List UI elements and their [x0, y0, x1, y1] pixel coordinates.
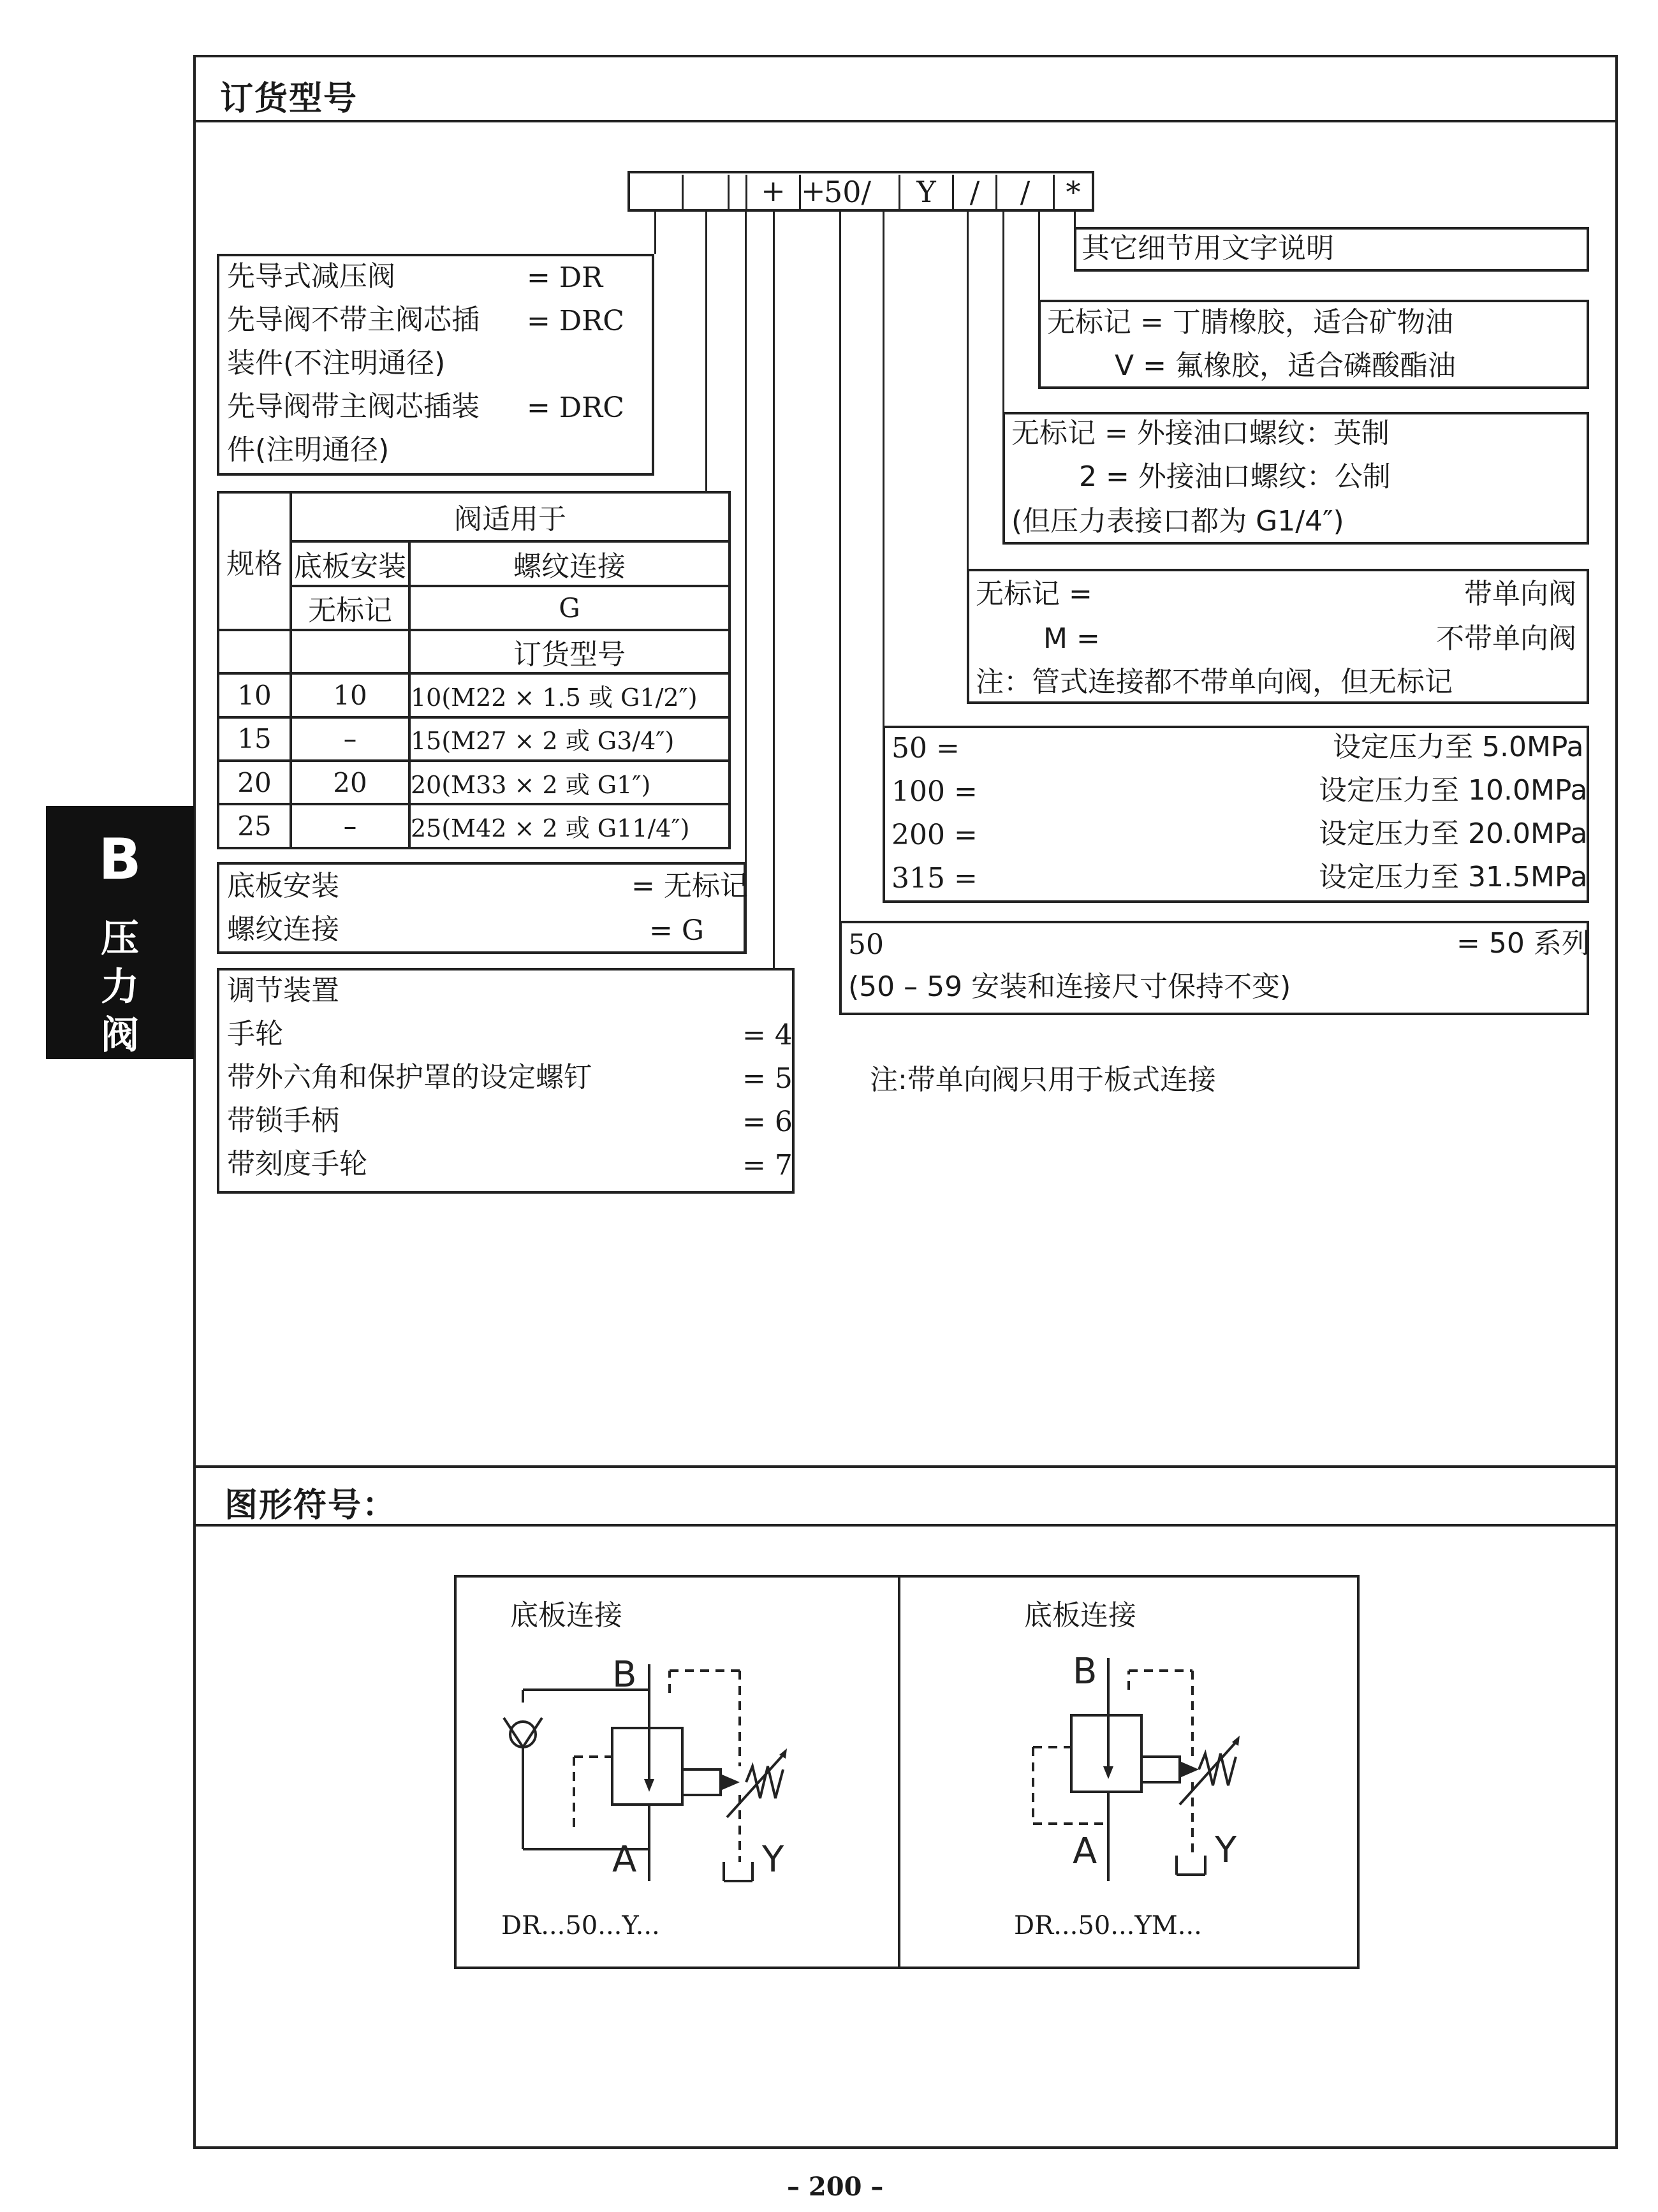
- thread-standard-line: 2 = 外接油口螺纹：公制: [1079, 460, 1391, 493]
- plate-cell: –: [291, 717, 409, 761]
- leader-line: [967, 210, 969, 576]
- pressure-label: 设定压力至 5.0MPa: [1333, 731, 1584, 763]
- port-a-label: A: [612, 1839, 637, 1880]
- code-cell: [730, 175, 747, 209]
- thread-header: 螺纹连接: [409, 541, 730, 587]
- adjustment-label: 手轮: [227, 1018, 283, 1050]
- adjustment-title: 调节装置: [227, 974, 339, 1007]
- symbol-pressure-reducing-with-check: [485, 1652, 842, 1907]
- section-title-order: 订货型号: [220, 80, 358, 118]
- pressure-code: 315 =: [891, 862, 978, 895]
- plate-cell: 20: [291, 761, 409, 804]
- adjustment-code: = 6: [742, 1106, 793, 1138]
- adjustment-label: 带外六角和保护罩的设定螺钉: [227, 1061, 592, 1094]
- leader-line: [654, 210, 656, 254]
- pressure-label: 设定压力至 31.5MPa: [1319, 861, 1588, 893]
- thread-cell: 15(M27 × 2 或 G3/4″): [409, 717, 730, 761]
- check-valve-note: 注：管式连接都不带单向阀，但无标记: [976, 666, 1453, 698]
- valve-type-label: 件(注明通径): [227, 434, 390, 466]
- leader-line: [839, 210, 841, 922]
- adjustment-label: 带刻度手轮: [227, 1148, 367, 1180]
- adjustment-code: = 4: [742, 1019, 793, 1051]
- thread-standard-line: 无标记 = 外接油口螺纹：英制: [1011, 417, 1390, 450]
- code-cell: Y: [900, 175, 954, 209]
- thread-cell: 20(M33 × 2 或 G1″): [409, 761, 730, 804]
- size-header: 规格: [218, 492, 291, 630]
- thread-cell: 10(M22 × 1.5 或 G1/2″): [409, 673, 730, 717]
- port-b-label: B: [1073, 1652, 1097, 1692]
- code-cell: +: [747, 175, 801, 209]
- leader-line: [1002, 210, 1004, 413]
- series-note: (50 – 59 安装和连接尺寸保持不变): [848, 970, 1291, 1003]
- symbol-code: DR...50...Y...: [501, 1911, 660, 1940]
- code-cell: /: [997, 175, 1055, 209]
- thread-standard-line: (但压力表接口都为 G1/4″): [1011, 505, 1344, 538]
- code-cell: *: [1066, 175, 1081, 209]
- mounting-code: = 无标记: [631, 870, 748, 902]
- valve-type-label: 先导阀带主阀芯插装: [227, 390, 480, 423]
- pressure-code: 100 =: [891, 775, 978, 808]
- valve-type-label: 装件(不注明通径): [227, 347, 446, 379]
- order-header: 订货型号: [409, 630, 730, 673]
- plate-cell: 10: [291, 673, 409, 717]
- plate-header: 底板安装: [291, 541, 409, 587]
- check-valve-code: 无标记 =: [976, 578, 1092, 610]
- pressure-code: 200 =: [891, 819, 978, 851]
- port-y-label: Y: [762, 1839, 784, 1880]
- code-cell: 50/: [824, 175, 900, 209]
- header-divider: [193, 120, 1618, 122]
- leader-line: [705, 210, 707, 494]
- valve-type-label: 先导阀不带主阀芯插: [227, 304, 480, 336]
- port-b-label: B: [612, 1654, 637, 1696]
- port-a-label: A: [1073, 1831, 1097, 1872]
- side-tab-char: 力: [101, 965, 139, 1009]
- symbol-title: 底板连接: [1024, 1599, 1136, 1632]
- section-title-symbol: 图形符号：: [224, 1486, 397, 1525]
- size-table: [217, 491, 731, 849]
- pressure-code: 50 =: [891, 732, 960, 765]
- leader-line: [745, 210, 747, 954]
- thread-sub: G: [409, 586, 730, 629]
- port-y-label: Y: [1215, 1829, 1237, 1871]
- size-cell: 10: [218, 673, 291, 717]
- pressure-label: 设定压力至 10.0MPa: [1319, 774, 1588, 807]
- symbol-pressure-reducing-no-check: [995, 1652, 1301, 1907]
- mounting-label: 螺纹连接: [227, 913, 339, 946]
- page-number: – 200 –: [787, 2172, 884, 2202]
- thread-cell: 25(M42 × 2 或 G11/4″): [409, 804, 730, 848]
- adjustment-code: = 5: [742, 1062, 793, 1095]
- plate-cell: –: [291, 804, 409, 848]
- symbol-title: 底板连接: [510, 1599, 622, 1632]
- mounting-label: 底板安装: [227, 870, 339, 902]
- applies-header: 阀适用于: [291, 492, 730, 541]
- symbol-header-divider: [193, 1524, 1618, 1527]
- adjustment-code: = 7: [742, 1149, 793, 1182]
- valve-type-code: = DRC: [527, 392, 624, 424]
- pressure-label: 设定压力至 20.0MPa: [1319, 817, 1588, 850]
- check-valve-label: 不带单向阀: [1436, 622, 1576, 655]
- symbol-panel-divider: [898, 1575, 900, 1969]
- code-cell: [630, 175, 684, 209]
- leader-line: [883, 210, 884, 728]
- leader-line: [773, 210, 775, 970]
- valve-type-label: 先导式减压阀: [227, 260, 395, 293]
- plate-sub: 无标记: [291, 586, 409, 629]
- adjustment-label: 带锁手柄: [227, 1104, 339, 1137]
- valve-type-code: = DR: [527, 261, 603, 294]
- other-details-text: 其它细节用文字说明: [1082, 232, 1334, 265]
- check-valve-label: 带单向阀: [1464, 578, 1576, 610]
- side-tab-char: 阀: [101, 1013, 139, 1058]
- size-cell: 15: [218, 717, 291, 761]
- size-cell: 20: [218, 761, 291, 804]
- seal-line: V = 氟橡胶，适合磷酸酯油: [1115, 349, 1456, 382]
- series-label: = 50 系列: [1456, 927, 1590, 960]
- side-tab-char: 压: [101, 916, 139, 961]
- symbol-top-divider: [193, 1465, 1618, 1468]
- side-tab-letter: B: [98, 826, 142, 892]
- check-valve-code: M =: [1043, 622, 1100, 655]
- leader-line: [1038, 210, 1040, 300]
- side-tab: [46, 806, 194, 1059]
- size-cell: 25: [218, 804, 291, 848]
- valve-type-code: = DRC: [527, 305, 624, 337]
- seal-line: 无标记 = 丁腈橡胶，适合矿物油: [1047, 306, 1453, 339]
- check-valve-usage-note: 注:带单向阀只用于板式连接: [870, 1064, 1216, 1096]
- code-cell: +: [801, 173, 826, 208]
- symbol-code: DR...50...YM...: [1014, 1911, 1202, 1940]
- code-cell: /: [954, 175, 997, 209]
- code-cell: [684, 175, 730, 209]
- series-code: 50: [848, 928, 884, 961]
- mounting-code: = G: [649, 914, 705, 947]
